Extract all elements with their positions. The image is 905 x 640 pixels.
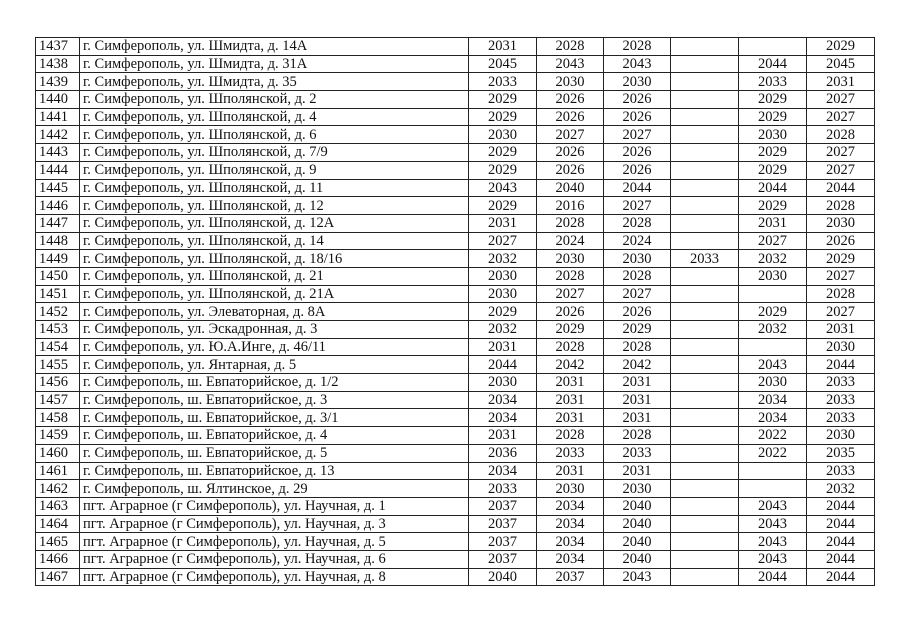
year-col-4-cell	[671, 91, 739, 109]
year-col-6-cell: 2027	[807, 108, 875, 126]
row-number-cell: 1439	[36, 73, 80, 91]
year-col-4-cell	[671, 285, 739, 303]
year-col-4-cell	[671, 480, 739, 498]
address-cell: г. Симферополь, ул. Элеваторная, д. 8А	[80, 303, 469, 321]
year-col-5-cell	[739, 480, 807, 498]
table-row	[36, 409, 875, 427]
year-col-5-cell: 2034	[739, 409, 807, 427]
table-row	[36, 285, 875, 303]
year-col-2-cell: 2026	[537, 108, 604, 126]
table-row	[36, 161, 875, 179]
year-col-6-cell: 2035	[807, 444, 875, 462]
year-col-2-cell: 2028	[537, 38, 604, 56]
year-col-6-cell: 2044	[807, 515, 875, 533]
year-col-4-cell	[671, 126, 739, 144]
year-col-6-cell: 2033	[807, 391, 875, 409]
year-col-3-cell: 2033	[604, 444, 671, 462]
year-col-2-cell: 2026	[537, 303, 604, 321]
year-col-6-cell: 2044	[807, 550, 875, 568]
year-col-4-cell	[671, 550, 739, 568]
year-col-1-cell: 2031	[469, 338, 537, 356]
year-col-5-cell: 2032	[739, 321, 807, 339]
year-col-1-cell: 2033	[469, 73, 537, 91]
year-col-2-cell: 2037	[537, 568, 604, 586]
year-col-2-cell: 2040	[537, 179, 604, 197]
year-col-2-cell: 2030	[537, 250, 604, 268]
year-col-1-cell: 2044	[469, 356, 537, 374]
address-cell: г. Симферополь, ш. Евпаторийское, д. 13	[80, 462, 469, 480]
year-col-4-cell	[671, 497, 739, 515]
row-number-cell: 1445	[36, 179, 80, 197]
table-row	[36, 250, 875, 268]
address-cell: пгт. Аграрное (г Симферополь), ул. Научная, д. 1	[80, 497, 469, 515]
year-col-5-cell: 2022	[739, 427, 807, 445]
table-row	[36, 480, 875, 498]
year-col-6-cell: 2027	[807, 267, 875, 285]
row-number-cell: 1460	[36, 444, 80, 462]
table-row	[36, 356, 875, 374]
year-col-6-cell: 2027	[807, 161, 875, 179]
year-col-5-cell: 2029	[739, 303, 807, 321]
row-number-cell: 1467	[36, 568, 80, 586]
year-col-2-cell: 2034	[537, 497, 604, 515]
year-col-1-cell: 2031	[469, 38, 537, 56]
year-col-3-cell: 2040	[604, 515, 671, 533]
year-col-2-cell: 2028	[537, 267, 604, 285]
year-col-6-cell: 2044	[807, 497, 875, 515]
year-col-2-cell: 2034	[537, 550, 604, 568]
year-col-1-cell: 2029	[469, 197, 537, 215]
year-col-3-cell: 2044	[604, 179, 671, 197]
year-col-4-cell	[671, 533, 739, 551]
table-row	[36, 515, 875, 533]
row-number-cell: 1466	[36, 550, 80, 568]
address-cell: г. Симферополь, ул. Шполянской, д. 12А	[80, 214, 469, 232]
address-cell: г. Симферополь, ул. Шмидта, д. 31А	[80, 55, 469, 73]
year-col-4-cell	[671, 374, 739, 392]
address-cell: пгт. Аграрное (г Симферополь), ул. Научная, д. 3	[80, 515, 469, 533]
year-col-1-cell: 2045	[469, 55, 537, 73]
year-col-5-cell: 2044	[739, 568, 807, 586]
year-col-4-cell	[671, 444, 739, 462]
year-col-3-cell: 2026	[604, 303, 671, 321]
address-cell: г. Симферополь, ул. Шполянской, д. 14	[80, 232, 469, 250]
year-col-2-cell: 2027	[537, 285, 604, 303]
year-col-6-cell: 2027	[807, 91, 875, 109]
year-col-3-cell: 2040	[604, 497, 671, 515]
year-col-4-cell	[671, 144, 739, 162]
year-col-6-cell: 2028	[807, 285, 875, 303]
address-cell: г. Симферополь, ул. Шполянской, д. 6	[80, 126, 469, 144]
year-col-1-cell: 2030	[469, 374, 537, 392]
address-cell: г. Симферополь, ул. Шполянской, д. 21А	[80, 285, 469, 303]
year-col-5-cell: 2043	[739, 497, 807, 515]
year-col-3-cell: 2028	[604, 38, 671, 56]
year-col-3-cell: 2042	[604, 356, 671, 374]
table-row	[36, 550, 875, 568]
address-cell: г. Симферополь, ш. Евпаторийское, д. 1/2	[80, 374, 469, 392]
year-col-6-cell: 2033	[807, 374, 875, 392]
year-col-4-cell	[671, 197, 739, 215]
year-col-1-cell: 2034	[469, 409, 537, 427]
address-cell: г. Симферополь, ул. Шполянской, д. 12	[80, 197, 469, 215]
year-col-6-cell: 2031	[807, 321, 875, 339]
year-col-5-cell	[739, 462, 807, 480]
address-cell: г. Симферополь, ш. Евпаторийское, д. 3/1	[80, 409, 469, 427]
year-col-2-cell: 2043	[537, 55, 604, 73]
year-col-4-cell	[671, 108, 739, 126]
table-row	[36, 73, 875, 91]
table-row	[36, 568, 875, 586]
year-col-3-cell: 2043	[604, 55, 671, 73]
year-col-4-cell	[671, 214, 739, 232]
year-col-3-cell: 2031	[604, 409, 671, 427]
year-col-1-cell: 2029	[469, 91, 537, 109]
year-col-5-cell	[739, 285, 807, 303]
year-col-5-cell: 2034	[739, 391, 807, 409]
year-col-2-cell: 2028	[537, 338, 604, 356]
year-col-6-cell: 2044	[807, 356, 875, 374]
row-number-cell: 1437	[36, 38, 80, 56]
year-col-1-cell: 2030	[469, 285, 537, 303]
year-col-6-cell: 2031	[807, 73, 875, 91]
address-cell: г. Симферополь, ш. Евпаторийское, д. 4	[80, 427, 469, 445]
table-row	[36, 374, 875, 392]
row-number-cell: 1461	[36, 462, 80, 480]
year-col-2-cell: 2028	[537, 214, 604, 232]
table-row	[36, 338, 875, 356]
table-row	[36, 462, 875, 480]
year-col-2-cell: 2026	[537, 161, 604, 179]
year-col-4-cell	[671, 179, 739, 197]
year-col-2-cell: 2030	[537, 480, 604, 498]
table-row	[36, 267, 875, 285]
year-col-4-cell	[671, 409, 739, 427]
year-col-4-cell	[671, 391, 739, 409]
row-number-cell: 1452	[36, 303, 80, 321]
year-col-2-cell: 2034	[537, 515, 604, 533]
table-row	[36, 108, 875, 126]
year-col-5-cell: 2029	[739, 197, 807, 215]
year-col-1-cell: 2037	[469, 550, 537, 568]
row-number-cell: 1459	[36, 427, 80, 445]
year-col-2-cell: 2031	[537, 462, 604, 480]
row-number-cell: 1454	[36, 338, 80, 356]
year-col-3-cell: 2031	[604, 391, 671, 409]
table-row	[36, 232, 875, 250]
year-col-3-cell: 2030	[604, 73, 671, 91]
year-col-5-cell	[739, 338, 807, 356]
year-col-1-cell: 2027	[469, 232, 537, 250]
year-col-5-cell: 2030	[739, 267, 807, 285]
year-col-3-cell: 2040	[604, 550, 671, 568]
year-col-5-cell: 2030	[739, 126, 807, 144]
address-cell: пгт. Аграрное (г Симферополь), ул. Научная, д. 5	[80, 533, 469, 551]
year-col-4-cell	[671, 161, 739, 179]
address-cell: г. Симферополь, ш. Евпаторийское, д. 3	[80, 391, 469, 409]
table-row	[36, 126, 875, 144]
year-col-4-cell	[671, 356, 739, 374]
year-col-3-cell: 2026	[604, 144, 671, 162]
year-col-6-cell: 2033	[807, 409, 875, 427]
table-row	[36, 144, 875, 162]
year-col-6-cell: 2027	[807, 303, 875, 321]
table-body	[36, 38, 875, 586]
year-col-2-cell: 2016	[537, 197, 604, 215]
year-col-4-cell	[671, 73, 739, 91]
year-col-4-cell	[671, 427, 739, 445]
year-col-2-cell: 2027	[537, 126, 604, 144]
table-row	[36, 55, 875, 73]
year-col-3-cell: 2031	[604, 374, 671, 392]
year-col-6-cell: 2044	[807, 533, 875, 551]
year-col-3-cell: 2026	[604, 108, 671, 126]
year-col-6-cell: 2044	[807, 179, 875, 197]
row-number-cell: 1450	[36, 267, 80, 285]
year-col-3-cell: 2043	[604, 568, 671, 586]
year-col-6-cell: 2045	[807, 55, 875, 73]
year-col-5-cell: 2031	[739, 214, 807, 232]
year-col-6-cell: 2028	[807, 126, 875, 144]
address-cell: пгт. Аграрное (г Симферополь), ул. Научная, д. 6	[80, 550, 469, 568]
year-col-3-cell: 2029	[604, 321, 671, 339]
row-number-cell: 1462	[36, 480, 80, 498]
year-col-5-cell: 2029	[739, 91, 807, 109]
year-col-3-cell: 2028	[604, 214, 671, 232]
row-number-cell: 1444	[36, 161, 80, 179]
year-col-3-cell: 2026	[604, 91, 671, 109]
year-col-5-cell: 2043	[739, 356, 807, 374]
year-col-2-cell: 2033	[537, 444, 604, 462]
year-col-6-cell: 2026	[807, 232, 875, 250]
row-number-cell: 1449	[36, 250, 80, 268]
year-col-1-cell: 2037	[469, 497, 537, 515]
row-number-cell: 1442	[36, 126, 80, 144]
year-col-5-cell: 2044	[739, 55, 807, 73]
row-number-cell: 1441	[36, 108, 80, 126]
table-row	[36, 427, 875, 445]
year-col-2-cell: 2026	[537, 91, 604, 109]
year-col-2-cell: 2030	[537, 73, 604, 91]
year-col-1-cell: 2032	[469, 321, 537, 339]
year-col-4-cell	[671, 515, 739, 533]
year-col-4-cell	[671, 232, 739, 250]
year-col-6-cell: 2033	[807, 462, 875, 480]
year-col-1-cell: 2034	[469, 462, 537, 480]
row-number-cell: 1458	[36, 409, 80, 427]
address-cell: г. Симферополь, ул. Шполянской, д. 9	[80, 161, 469, 179]
year-col-2-cell: 2024	[537, 232, 604, 250]
address-cell: г. Симферополь, ул. Эскадронная, д. 3	[80, 321, 469, 339]
year-col-5-cell: 2029	[739, 108, 807, 126]
address-cell: пгт. Аграрное (г Симферополь), ул. Научная, д. 8	[80, 568, 469, 586]
year-col-1-cell: 2031	[469, 427, 537, 445]
year-col-6-cell: 2032	[807, 480, 875, 498]
year-col-3-cell: 2028	[604, 338, 671, 356]
year-col-5-cell: 2043	[739, 515, 807, 533]
address-cell: г. Симферополь, ул. Шмидта, д. 35	[80, 73, 469, 91]
year-col-5-cell: 2032	[739, 250, 807, 268]
row-number-cell: 1455	[36, 356, 80, 374]
row-number-cell: 1443	[36, 144, 80, 162]
table-row	[36, 214, 875, 232]
year-col-2-cell: 2029	[537, 321, 604, 339]
housing-repair-schedule-table	[35, 37, 875, 586]
row-number-cell: 1438	[36, 55, 80, 73]
year-col-3-cell: 2026	[604, 161, 671, 179]
year-col-3-cell: 2031	[604, 462, 671, 480]
year-col-2-cell: 2042	[537, 356, 604, 374]
row-number-cell: 1440	[36, 91, 80, 109]
year-col-3-cell: 2027	[604, 197, 671, 215]
table-row	[36, 497, 875, 515]
year-col-3-cell: 2024	[604, 232, 671, 250]
year-col-3-cell: 2030	[604, 480, 671, 498]
row-number-cell: 1465	[36, 533, 80, 551]
year-col-4-cell	[671, 303, 739, 321]
year-col-6-cell: 2030	[807, 427, 875, 445]
year-col-1-cell: 2029	[469, 161, 537, 179]
table-row	[36, 91, 875, 109]
year-col-2-cell: 2028	[537, 427, 604, 445]
year-col-1-cell: 2037	[469, 515, 537, 533]
row-number-cell: 1457	[36, 391, 80, 409]
year-col-2-cell: 2031	[537, 374, 604, 392]
year-col-5-cell: 2043	[739, 533, 807, 551]
address-cell: г. Симферополь, ул. Шполянской, д. 7/9	[80, 144, 469, 162]
table-row	[36, 38, 875, 56]
table-row	[36, 179, 875, 197]
row-number-cell: 1446	[36, 197, 80, 215]
row-number-cell: 1447	[36, 214, 80, 232]
year-col-2-cell: 2034	[537, 533, 604, 551]
year-col-4-cell	[671, 267, 739, 285]
year-col-5-cell: 2022	[739, 444, 807, 462]
row-number-cell: 1451	[36, 285, 80, 303]
table-row	[36, 444, 875, 462]
year-col-4-cell	[671, 38, 739, 56]
address-cell: г. Симферополь, ул. Шполянской, д. 21	[80, 267, 469, 285]
row-number-cell: 1448	[36, 232, 80, 250]
year-col-1-cell: 2040	[469, 568, 537, 586]
table-row	[36, 391, 875, 409]
year-col-1-cell: 2031	[469, 214, 537, 232]
year-col-5-cell: 2029	[739, 161, 807, 179]
year-col-4-cell	[671, 55, 739, 73]
year-col-1-cell: 2030	[469, 126, 537, 144]
year-col-1-cell: 2029	[469, 303, 537, 321]
year-col-4-cell: 2033	[671, 250, 739, 268]
year-col-1-cell: 2033	[469, 480, 537, 498]
row-number-cell: 1464	[36, 515, 80, 533]
year-col-3-cell: 2040	[604, 533, 671, 551]
year-col-3-cell: 2028	[604, 427, 671, 445]
year-col-1-cell: 2043	[469, 179, 537, 197]
year-col-1-cell: 2032	[469, 250, 537, 268]
table-row	[36, 321, 875, 339]
year-col-6-cell: 2028	[807, 197, 875, 215]
year-col-1-cell: 2037	[469, 533, 537, 551]
address-cell: г. Симферополь, ул. Шполянской, д. 18/16	[80, 250, 469, 268]
year-col-2-cell: 2031	[537, 409, 604, 427]
year-col-5-cell: 2033	[739, 73, 807, 91]
year-col-5-cell: 2044	[739, 179, 807, 197]
year-col-6-cell: 2027	[807, 144, 875, 162]
address-cell: г. Симферополь, ш. Евпаторийское, д. 5	[80, 444, 469, 462]
address-cell: г. Симферополь, ул. Шполянской, д. 2	[80, 91, 469, 109]
year-col-1-cell: 2029	[469, 144, 537, 162]
year-col-1-cell: 2036	[469, 444, 537, 462]
year-col-5-cell: 2027	[739, 232, 807, 250]
year-col-1-cell: 2034	[469, 391, 537, 409]
year-col-6-cell: 2030	[807, 338, 875, 356]
year-col-4-cell	[671, 321, 739, 339]
address-cell: г. Симферополь, ул. Шполянской, д. 11	[80, 179, 469, 197]
year-col-1-cell: 2030	[469, 267, 537, 285]
year-col-5-cell: 2030	[739, 374, 807, 392]
table-row	[36, 533, 875, 551]
year-col-4-cell	[671, 338, 739, 356]
row-number-cell: 1453	[36, 321, 80, 339]
address-cell: г. Симферополь, ул. Ю.А.Инге, д. 46/11	[80, 338, 469, 356]
year-col-6-cell: 2030	[807, 214, 875, 232]
year-col-3-cell: 2027	[604, 285, 671, 303]
year-col-4-cell	[671, 462, 739, 480]
year-col-3-cell: 2027	[604, 126, 671, 144]
row-number-cell: 1456	[36, 374, 80, 392]
address-cell: г. Симферополь, ш. Ялтинское, д. 29	[80, 480, 469, 498]
year-col-1-cell: 2029	[469, 108, 537, 126]
table-row	[36, 303, 875, 321]
address-cell: г. Симферополь, ул. Янтарная, д. 5	[80, 356, 469, 374]
table-row	[36, 197, 875, 215]
year-col-6-cell: 2029	[807, 250, 875, 268]
year-col-2-cell: 2026	[537, 144, 604, 162]
address-cell: г. Симферополь, ул. Шмидта, д. 14А	[80, 38, 469, 56]
year-col-3-cell: 2028	[604, 267, 671, 285]
year-col-6-cell: 2029	[807, 38, 875, 56]
row-number-cell: 1463	[36, 497, 80, 515]
year-col-4-cell	[671, 568, 739, 586]
address-cell: г. Симферополь, ул. Шполянской, д. 4	[80, 108, 469, 126]
year-col-3-cell: 2030	[604, 250, 671, 268]
year-col-6-cell: 2044	[807, 568, 875, 586]
year-col-2-cell: 2031	[537, 391, 604, 409]
year-col-5-cell: 2029	[739, 144, 807, 162]
year-col-5-cell: 2043	[739, 550, 807, 568]
year-col-5-cell	[739, 38, 807, 56]
